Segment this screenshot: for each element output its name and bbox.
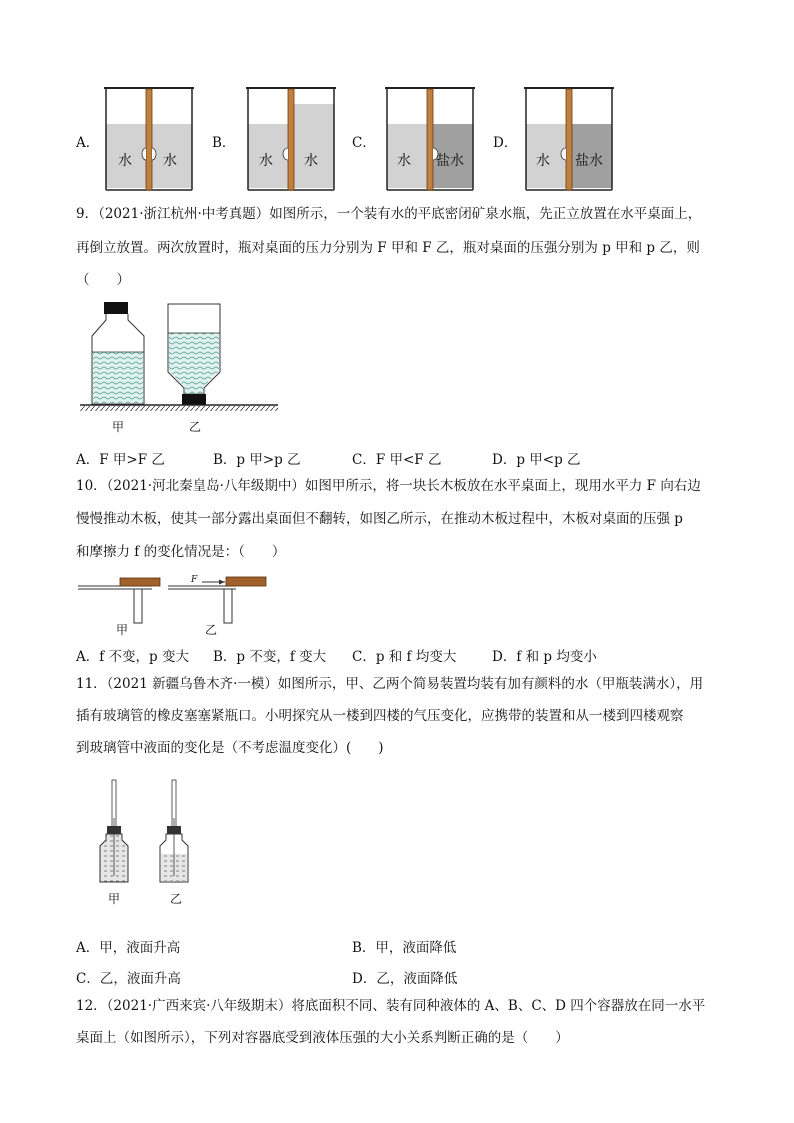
q9-stem-line3: （ ） xyxy=(76,272,130,288)
q8-option-c-letter: C． xyxy=(352,135,376,151)
q8-container-d-figure xyxy=(524,86,616,192)
q8-option-a-letter: A． xyxy=(76,135,100,151)
q10-force-label: F xyxy=(191,575,198,585)
q10-fig-label-jia: 甲 xyxy=(116,623,129,637)
q10-stem-line1: 10．（2021·河北秦皇岛·八年级期中）如图甲所示，将一块长木板放在水平桌面上，现用水平力 F 向右边 xyxy=(76,478,701,494)
q8-d-right-liquid: 盐水 xyxy=(575,153,603,169)
q11-stem-line3: 到玻璃管中液面的变化是（不考虑温度变化）( ) xyxy=(76,740,384,756)
q9-stem-line1: 9．（2021·浙江杭州·中考真题）如图所示，一个装有水的平底密闭矿泉水瓶，先正立放置在水平桌面上， xyxy=(76,206,702,222)
q10-option-c[interactable]: C．p 和 f 均变大 xyxy=(352,649,457,665)
q10-board-figure xyxy=(76,572,276,628)
q10-stem-line2: 慢慢推动木板，使其一部分露出桌面但不翻转，如图乙所示，在推动木板过程中，木板对桌面的压强 p xyxy=(76,511,683,527)
q9-option-a[interactable]: A．F 甲>F 乙 xyxy=(76,452,165,468)
q9-option-b[interactable]: B．p 甲>p 乙 xyxy=(213,452,301,468)
q8-d-left-liquid: 水 xyxy=(536,153,550,169)
q9-fig-label-jia: 甲 xyxy=(112,420,125,434)
q9-option-c[interactable]: C．F 甲<F 乙 xyxy=(352,452,442,468)
q11-option-c[interactable]: C．乙，液面升高 xyxy=(76,971,181,987)
q10-fig-label-yi: 乙 xyxy=(205,623,218,637)
q12-stem-line2: 桌面上（如图所示），下列对容器底受到液体压强的大小关系判断正确的是（ ） xyxy=(76,1030,569,1046)
q8-b-left-liquid: 水 xyxy=(259,153,273,169)
q11-fig-label-yi: 乙 xyxy=(170,892,183,906)
q8-a-left-liquid: 水 xyxy=(118,153,132,169)
q11-stem-line2: 插有玻璃管的橡皮塞塞紧瓶口。小明探究从一楼到四楼的气压变化，应携带的装置和从一楼到四楼观察 xyxy=(76,708,684,724)
q12-stem-line1: 12．（2021·广西来宾·八年级期末）将底面积不同、装有同种液体的 A、B、C、D 四个容器放在同一水平 xyxy=(76,998,706,1014)
q9-stem-line2: 再倒立放置。两次放置时，瓶对桌面的压力分别为 F 甲和 F 乙，瓶对桌面的压强分别为 p 甲和 p 乙，则 xyxy=(76,240,700,256)
q10-stem-line3: 和摩擦力 f 的变化情况是：（ ） xyxy=(76,544,286,560)
q10-option-d[interactable]: D．f 和 p 均变小 xyxy=(492,649,597,665)
q8-container-c-figure xyxy=(385,86,477,192)
q8-container-a-figure xyxy=(104,86,196,192)
q11-fig-label-jia: 甲 xyxy=(108,892,121,906)
q8-option-b-letter: B． xyxy=(212,135,236,151)
q8-option-d-letter: D． xyxy=(493,135,518,151)
q9-fig-label-yi: 乙 xyxy=(189,420,202,434)
q8-container-b-figure xyxy=(246,86,338,192)
q11-stem-line1: 11．（2021 新疆乌鲁木齐·一模）如图所示，甲、乙两个简易装置均装有加有颜料的水（甲瓶装满水），用 xyxy=(76,676,704,692)
q10-option-a[interactable]: A．f 不变，p 变大 xyxy=(76,649,189,665)
q11-option-b[interactable]: B．甲，液面降低 xyxy=(352,940,457,956)
q11-option-a[interactable]: A．甲，液面升高 xyxy=(76,940,181,956)
q8-c-left-liquid: 水 xyxy=(397,153,411,169)
q9-bottles-figure xyxy=(78,300,278,420)
q11-bottles-figure xyxy=(92,778,202,890)
q8-a-right-liquid: 水 xyxy=(163,153,177,169)
q11-option-d[interactable]: D．乙，液面降低 xyxy=(352,971,458,987)
q8-c-right-liquid: 盐水 xyxy=(436,153,464,169)
q10-option-b[interactable]: B．p 不变，f 变大 xyxy=(213,649,327,665)
q9-option-d[interactable]: D．p 甲<p 乙 xyxy=(492,452,581,468)
q8-b-right-liquid: 水 xyxy=(304,153,318,169)
